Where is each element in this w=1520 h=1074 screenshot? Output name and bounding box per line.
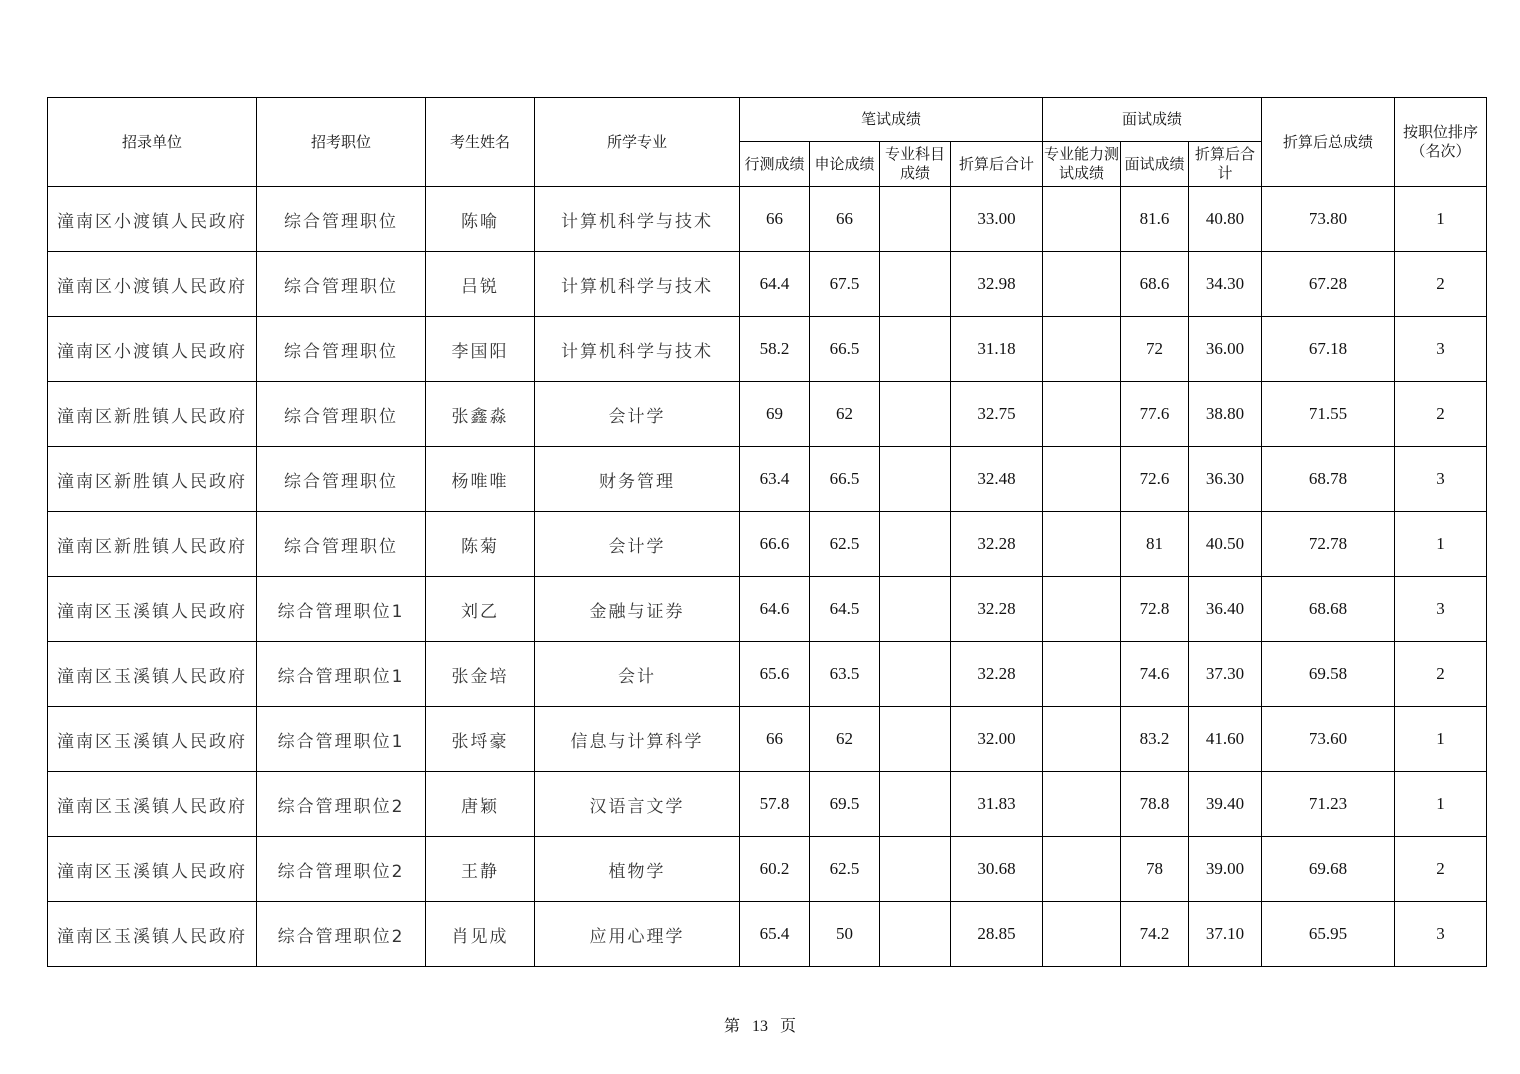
- cell-written-sum: 32.75: [951, 382, 1043, 447]
- cell-interview-score: 78: [1121, 837, 1189, 902]
- table-row: [48, 642, 1487, 707]
- col-header-shenlun: 申论成绩: [810, 142, 880, 187]
- cell-unit: 潼南区玉溪镇人民政府: [48, 642, 257, 707]
- cell-ability-test: [1043, 642, 1121, 707]
- cell-ability-test: [1043, 252, 1121, 317]
- cell-name: 李国阳: [426, 317, 535, 382]
- cell-name: 王静: [426, 837, 535, 902]
- cell-xingce: 60.2: [740, 837, 810, 902]
- cell-position: 综合管理职位2: [257, 772, 426, 837]
- cell-interview-sum: 38.80: [1189, 382, 1262, 447]
- cell-written-sum: 28.85: [951, 902, 1043, 967]
- col-header-interview-score: 面试成绩: [1121, 142, 1189, 187]
- cell-total: 73.60: [1262, 707, 1395, 772]
- col-header-written-sum: 折算后合计: [951, 142, 1043, 187]
- cell-written-sum: 30.68: [951, 837, 1043, 902]
- cell-major: 会计学: [535, 512, 740, 577]
- cell-total: 65.95: [1262, 902, 1395, 967]
- cell-position: 综合管理职位1: [257, 707, 426, 772]
- cell-total: 69.68: [1262, 837, 1395, 902]
- cell-xingce: 65.4: [740, 902, 810, 967]
- cell-rank: 2: [1395, 642, 1487, 707]
- cell-ability-test: [1043, 187, 1121, 252]
- cell-interview-score: 83.2: [1121, 707, 1189, 772]
- cell-position: 综合管理职位1: [257, 577, 426, 642]
- cell-rank: 3: [1395, 447, 1487, 512]
- cell-major: 计算机科学与技术: [535, 317, 740, 382]
- cell-position: 综合管理职位: [257, 512, 426, 577]
- col-group-written: 笔试成绩: [740, 98, 1043, 142]
- cell-unit: 潼南区新胜镇人民政府: [48, 382, 257, 447]
- cell-major: 计算机科学与技术: [535, 252, 740, 317]
- cell-position: 综合管理职位: [257, 447, 426, 512]
- cell-written-sum: 32.98: [951, 252, 1043, 317]
- table-row: [48, 577, 1487, 642]
- cell-rank: 2: [1395, 382, 1487, 447]
- cell-position: 综合管理职位: [257, 252, 426, 317]
- cell-written-sum: 32.28: [951, 642, 1043, 707]
- cell-shenlun: 67.5: [810, 252, 880, 317]
- cell-unit: 潼南区玉溪镇人民政府: [48, 577, 257, 642]
- table-row: [48, 382, 1487, 447]
- cell-xingce: 65.6: [740, 642, 810, 707]
- cell-professional: [880, 642, 951, 707]
- col-header-major: 所学专业: [535, 98, 740, 187]
- cell-name: 张鑫淼: [426, 382, 535, 447]
- cell-name: 刘乙: [426, 577, 535, 642]
- cell-unit: 潼南区玉溪镇人民政府: [48, 837, 257, 902]
- cell-major: 信息与计算科学: [535, 707, 740, 772]
- cell-interview-sum: 37.10: [1189, 902, 1262, 967]
- col-header-interview-sum: 折算后合计: [1189, 142, 1262, 187]
- table-row: [48, 837, 1487, 902]
- cell-rank: 1: [1395, 187, 1487, 252]
- cell-major: 会计学: [535, 382, 740, 447]
- cell-major: 计算机科学与技术: [535, 187, 740, 252]
- table-row: [48, 317, 1487, 382]
- cell-shenlun: 64.5: [810, 577, 880, 642]
- cell-total: 72.78: [1262, 512, 1395, 577]
- cell-ability-test: [1043, 512, 1121, 577]
- cell-ability-test: [1043, 707, 1121, 772]
- cell-name: 陈菊: [426, 512, 535, 577]
- cell-xingce: 58.2: [740, 317, 810, 382]
- cell-shenlun: 66.5: [810, 317, 880, 382]
- table-row: [48, 512, 1487, 577]
- cell-shenlun: 63.5: [810, 642, 880, 707]
- cell-name: 陈喻: [426, 187, 535, 252]
- footer-suffix: 页: [780, 1018, 797, 1035]
- cell-position: 综合管理职位: [257, 187, 426, 252]
- table-row: [48, 902, 1487, 967]
- cell-professional: [880, 772, 951, 837]
- cell-ability-test: [1043, 447, 1121, 512]
- cell-interview-score: 72.8: [1121, 577, 1189, 642]
- cell-professional: [880, 382, 951, 447]
- cell-professional: [880, 512, 951, 577]
- cell-position: 综合管理职位1: [257, 642, 426, 707]
- score-sheet: [47, 97, 1486, 967]
- cell-position: 综合管理职位: [257, 317, 426, 382]
- cell-interview-score: 74.6: [1121, 642, 1189, 707]
- cell-total: 67.28: [1262, 252, 1395, 317]
- cell-total: 68.78: [1262, 447, 1395, 512]
- cell-written-sum: 31.18: [951, 317, 1043, 382]
- cell-xingce: 66: [740, 187, 810, 252]
- cell-professional: [880, 252, 951, 317]
- cell-interview-score: 72.6: [1121, 447, 1189, 512]
- cell-xingce: 64.4: [740, 252, 810, 317]
- cell-position: 综合管理职位2: [257, 902, 426, 967]
- cell-name: 吕锐: [426, 252, 535, 317]
- cell-interview-score: 74.2: [1121, 902, 1189, 967]
- cell-shenlun: 66.5: [810, 447, 880, 512]
- cell-ability-test: [1043, 902, 1121, 967]
- cell-rank: 2: [1395, 252, 1487, 317]
- table-row: [48, 447, 1487, 512]
- cell-interview-sum: 40.50: [1189, 512, 1262, 577]
- cell-rank: 3: [1395, 577, 1487, 642]
- cell-written-sum: 32.28: [951, 512, 1043, 577]
- cell-rank: 3: [1395, 317, 1487, 382]
- score-table: [47, 97, 1487, 967]
- cell-written-sum: 32.00: [951, 707, 1043, 772]
- cell-professional: [880, 317, 951, 382]
- col-header-unit: 招录单位: [48, 98, 257, 187]
- cell-rank: 1: [1395, 512, 1487, 577]
- page-number: 13: [752, 1018, 768, 1035]
- col-group-interview: 面试成绩: [1043, 98, 1262, 142]
- col-header-total: 折算后总成绩: [1262, 98, 1395, 187]
- header-row-top: [48, 98, 1487, 142]
- col-header-rank: 按职位排序（名次）: [1395, 98, 1487, 187]
- cell-unit: 潼南区小渡镇人民政府: [48, 317, 257, 382]
- cell-professional: [880, 902, 951, 967]
- page-footer: [0, 1013, 1520, 1036]
- cell-professional: [880, 837, 951, 902]
- cell-position: 综合管理职位: [257, 382, 426, 447]
- cell-major: 植物学: [535, 837, 740, 902]
- cell-rank: 1: [1395, 772, 1487, 837]
- table-row: [48, 187, 1487, 252]
- cell-unit: 潼南区新胜镇人民政府: [48, 447, 257, 512]
- cell-interview-sum: 37.30: [1189, 642, 1262, 707]
- cell-interview-sum: 36.40: [1189, 577, 1262, 642]
- cell-shenlun: 66: [810, 187, 880, 252]
- cell-total: 69.58: [1262, 642, 1395, 707]
- cell-unit: 潼南区玉溪镇人民政府: [48, 772, 257, 837]
- cell-total: 67.18: [1262, 317, 1395, 382]
- cell-professional: [880, 447, 951, 512]
- table-row: [48, 252, 1487, 317]
- cell-total: 68.68: [1262, 577, 1395, 642]
- cell-ability-test: [1043, 772, 1121, 837]
- cell-written-sum: 33.00: [951, 187, 1043, 252]
- cell-unit: 潼南区小渡镇人民政府: [48, 187, 257, 252]
- cell-total: 71.23: [1262, 772, 1395, 837]
- cell-interview-sum: 39.00: [1189, 837, 1262, 902]
- col-header-name: 考生姓名: [426, 98, 535, 187]
- cell-ability-test: [1043, 317, 1121, 382]
- cell-name: 张金培: [426, 642, 535, 707]
- cell-xingce: 57.8: [740, 772, 810, 837]
- cell-xingce: 69: [740, 382, 810, 447]
- cell-name: 杨唯唯: [426, 447, 535, 512]
- cell-interview-score: 81: [1121, 512, 1189, 577]
- cell-written-sum: 32.48: [951, 447, 1043, 512]
- table-row: [48, 707, 1487, 772]
- cell-interview-sum: 39.40: [1189, 772, 1262, 837]
- cell-name: 肖见成: [426, 902, 535, 967]
- cell-interview-score: 68.6: [1121, 252, 1189, 317]
- cell-interview-sum: 36.30: [1189, 447, 1262, 512]
- cell-interview-sum: 41.60: [1189, 707, 1262, 772]
- cell-ability-test: [1043, 577, 1121, 642]
- cell-major: 汉语言文学: [535, 772, 740, 837]
- cell-total: 73.80: [1262, 187, 1395, 252]
- col-header-xingce: 行测成绩: [740, 142, 810, 187]
- cell-position: 综合管理职位2: [257, 837, 426, 902]
- cell-rank: 1: [1395, 707, 1487, 772]
- col-header-ability-test: 专业能力测试成绩: [1043, 142, 1121, 187]
- table-row: [48, 772, 1487, 837]
- cell-shenlun: 62.5: [810, 837, 880, 902]
- cell-ability-test: [1043, 837, 1121, 902]
- cell-xingce: 64.6: [740, 577, 810, 642]
- cell-unit: 潼南区玉溪镇人民政府: [48, 902, 257, 967]
- cell-professional: [880, 707, 951, 772]
- cell-interview-score: 72: [1121, 317, 1189, 382]
- cell-unit: 潼南区小渡镇人民政府: [48, 252, 257, 317]
- cell-written-sum: 32.28: [951, 577, 1043, 642]
- cell-name: 唐颖: [426, 772, 535, 837]
- cell-rank: 2: [1395, 837, 1487, 902]
- col-header-position: 招考职位: [257, 98, 426, 187]
- cell-total: 71.55: [1262, 382, 1395, 447]
- score-table-body: [48, 187, 1487, 967]
- cell-major: 金融与证券: [535, 577, 740, 642]
- cell-written-sum: 31.83: [951, 772, 1043, 837]
- cell-interview-score: 78.8: [1121, 772, 1189, 837]
- cell-professional: [880, 187, 951, 252]
- cell-interview-score: 77.6: [1121, 382, 1189, 447]
- cell-shenlun: 69.5: [810, 772, 880, 837]
- cell-interview-score: 81.6: [1121, 187, 1189, 252]
- cell-name: 张埒豪: [426, 707, 535, 772]
- cell-major: 会计: [535, 642, 740, 707]
- cell-unit: 潼南区新胜镇人民政府: [48, 512, 257, 577]
- cell-shenlun: 62.5: [810, 512, 880, 577]
- col-header-professional: 专业科目成绩: [880, 142, 951, 187]
- cell-xingce: 66: [740, 707, 810, 772]
- cell-professional: [880, 577, 951, 642]
- cell-xingce: 66.6: [740, 512, 810, 577]
- cell-interview-sum: 36.00: [1189, 317, 1262, 382]
- cell-unit: 潼南区玉溪镇人民政府: [48, 707, 257, 772]
- cell-interview-sum: 40.80: [1189, 187, 1262, 252]
- cell-major: 应用心理学: [535, 902, 740, 967]
- cell-shenlun: 62: [810, 707, 880, 772]
- cell-shenlun: 50: [810, 902, 880, 967]
- cell-rank: 3: [1395, 902, 1487, 967]
- cell-interview-sum: 34.30: [1189, 252, 1262, 317]
- cell-ability-test: [1043, 382, 1121, 447]
- cell-major: 财务管理: [535, 447, 740, 512]
- cell-shenlun: 62: [810, 382, 880, 447]
- cell-xingce: 63.4: [740, 447, 810, 512]
- footer-prefix: 第: [723, 1018, 740, 1035]
